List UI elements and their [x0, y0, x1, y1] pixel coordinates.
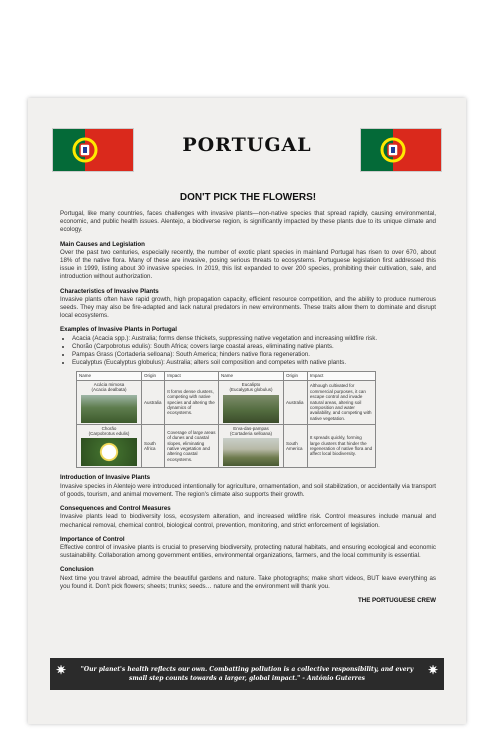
asterisk-star-icon: ✷	[56, 663, 67, 677]
pampas-grass-photo	[223, 438, 279, 466]
section-title-introduction: Introduction of Invasive Plants	[60, 474, 151, 482]
newsletter-page	[28, 98, 466, 724]
plant-origin: Australia	[284, 380, 308, 424]
acacia-photo	[81, 395, 137, 423]
list-item: • Pampas Grass (Cortaderia selloana): South America; hinders native flora regeneration.	[72, 351, 436, 359]
article-heading: DON'T PICK THE FLOWERS!	[179, 192, 317, 203]
chorao-photo	[81, 438, 137, 466]
table-row	[77, 380, 376, 424]
plant-name: Eucalipto	[241, 381, 261, 387]
plant-impact: It spreads quickly, forming large clusters that hinder the regeneration of native flora and affect local biodiversity.	[307, 424, 375, 468]
plant-impact: Although cultivated for commercial purposes, it can escape control and invade natural areas, altering soil composition and water availability, and competing with native vegetation.	[307, 380, 375, 424]
portugal-flag-icon	[360, 128, 442, 172]
invasive-plants-table	[76, 371, 376, 468]
plant-name: Acácia mimosa	[93, 381, 125, 387]
plant-scientific-name: (Carpobrotus edulis)	[88, 431, 130, 437]
plant-impact: It forms dense clusters, competing with native species and altering the dynamics of ecosystems.	[165, 380, 219, 424]
plant-name: Erva-das-pampas	[233, 425, 269, 431]
quote-text: "Our planet's health reflects our own. Combatting pollution is a collective responsibility, and every small step counts towards a larger, global impact." - António Guterres	[80, 666, 414, 682]
section-title-examples: Examples of Invasive Plants in Portugal	[60, 326, 177, 334]
column-header: Name	[219, 372, 284, 380]
section-text-characteristics: Invasive plants often have rapid growth, high propagation capacity, efficient resource competition, and the ability to produce numerous seeds. They may also be fire-adapted and lack natural predators in new environments. These traits allow them to dominate and disrupt local ecosystems.	[60, 295, 436, 320]
table-row	[77, 424, 376, 468]
portugal-flag-icon	[52, 128, 134, 172]
plant-name-cell	[77, 424, 142, 468]
examples-list	[60, 335, 436, 368]
plant-origin: South Africa	[142, 424, 165, 468]
list-item: • Acacia (Acacia spp.): Australia; forms dense thickets, suppressing native vegetation and increasing wildfire risk.	[72, 335, 436, 343]
article-body	[60, 192, 436, 605]
plant-scientific-name: (Eucalyptus globulus)	[229, 387, 273, 393]
section-title-importance: Importance of Control	[60, 535, 125, 543]
section-text-introduction: Invasive species in Alentejo were introduced intentionally for agriculture, ornamentation, and soil stabilization, or accidentally via transport of goods, tourism, and animal movement. The region's climate also supports their growth.	[60, 482, 436, 498]
section-text-conclusion: Next time you travel abroad, admire the beautiful gardens and nature. Take photographs; make short videos, BUT leave everything as you found it. Don't pick flowers; sheets; trunks; seeds… nature and the environment will thank you.	[60, 574, 436, 590]
section-text-consequences: Invasive plants lead to biodiversity loss, ecosystem alteration, and increased wildfire risk. Control measures include manual and mechanical removal, chemical control, biological control, prevention, monitoring, and strict enforcement of legislation.	[60, 513, 436, 529]
section-text-importance: Effective control of invasive plants is crucial to preserving biodiversity, protecting natural habitats, and ensuring ecological and economic sustainability. Collaboration among government entities, environmental organizations, farmers, and the local community is essential.	[60, 543, 436, 560]
section-title-causes: Main Causes and Legislation	[60, 240, 145, 248]
column-header: Origin	[142, 372, 165, 380]
signature: THE PORTUGUESE CREW	[357, 596, 436, 604]
section-title-consequences: Consequences and Control Measures	[60, 505, 171, 513]
list-item: • Chorão (Carpobrotus edulis): South Africa; covers large coastal areas, eliminating native plants.	[72, 343, 436, 351]
plant-origin: Australia	[142, 380, 165, 424]
plant-origin: South America	[284, 424, 308, 468]
intro-paragraph: Portugal, like many countries, faces challenges with invasive plants—non-native species that spread rapidly, causing environmental, economic, and public health issues. Alentejo, a biodiverse region, is significantly impacted by these plants due to its unique climate and ecology.	[60, 210, 436, 234]
plant-name: Chorão	[101, 425, 117, 431]
column-header: Name	[77, 372, 142, 380]
section-text-causes: Over the past two centuries, especially recently, the number of exotic plant species in mainland Portugal has risen to over 670, about 18% of the native flora. Many of these are invasive, posing serious threats to ecosystems. Portuguese legislation first addressed this issue in 1999, listing about 30 invasive species. In 2019, this list expanded to over 200 species, prohibiting their cultivation, sale, and introduction without authorization.	[60, 248, 436, 281]
plant-name-cell	[219, 380, 284, 424]
plant-name-cell	[219, 424, 284, 468]
table-header-row	[77, 372, 376, 380]
plant-scientific-name: (Acacia dealbata)	[91, 387, 127, 393]
page-title: PORTUGAL	[182, 134, 312, 156]
plant-scientific-name: (Cortaderia selloana)	[229, 431, 273, 437]
quote-banner	[50, 658, 444, 690]
list-item: • Eucalyptus (Eucalyptus globulus): Australia; alters soil composition and competes with native plants.	[72, 359, 436, 367]
section-title-characteristics: Characteristics of Invasive Plants	[60, 287, 159, 295]
column-header: Origin	[284, 372, 308, 380]
column-header: Impact	[165, 372, 219, 380]
plant-impact: Coverage of large areas of dunes and coastal slopes, eliminating native vegetation and altering coastal ecosystems.	[165, 424, 219, 468]
column-header: Impact	[307, 372, 375, 380]
eucalyptus-photo	[223, 395, 279, 423]
header	[52, 128, 442, 172]
plant-name-cell	[77, 380, 142, 424]
section-title-conclusion: Conclusion	[60, 566, 94, 574]
asterisk-star-icon: ✷	[427, 663, 438, 677]
